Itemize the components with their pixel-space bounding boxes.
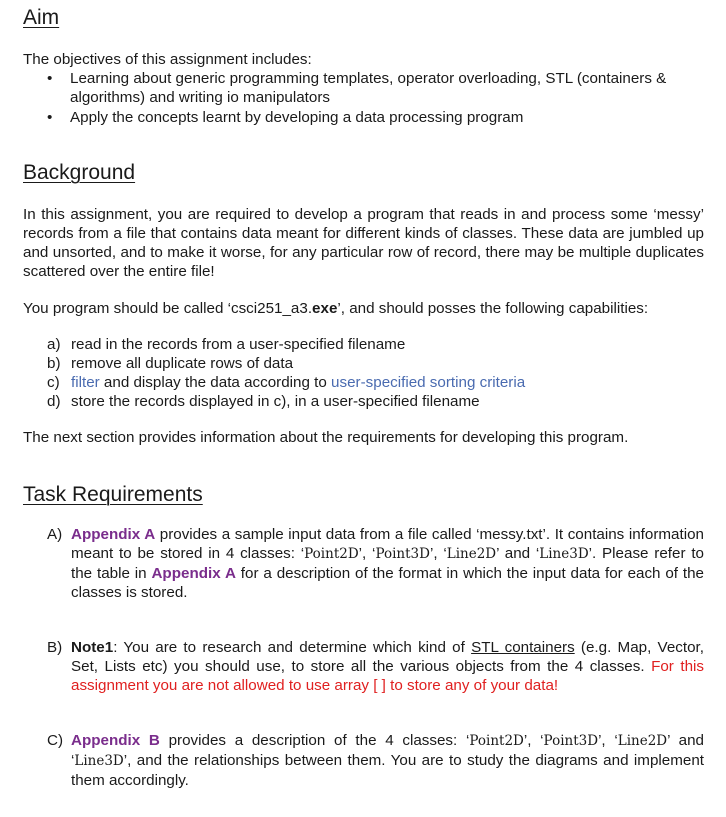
bullet-icon: • — [47, 109, 53, 126]
appendix-a-link[interactable]: Appendix A — [151, 565, 236, 582]
background-para1: In this assignment, you are required to develop a program that reads in and process some ‘messy’ records from a file that contains data meant for different kinds of classes. These data are jumbled up and unsorted, and to make it worse, for any particular row of record, there may be multiple duplicates scattered over the entire file! — [23, 206, 704, 280]
task-b: B) Note1: You are to research and determine which kind of STL containers (e.g. Map, Vector, Set, Lists etc) you should use, to store all the various objects from the 4 classes. For this assignment you are not allowed to use array [ ] to store any of your data! — [47, 639, 704, 694]
capabilities-list — [47, 335, 704, 411]
aim-bullet: • Learning about generic programming templates, operator overloading, STL (containers & algorithms) and writing io manipulators — [47, 70, 667, 106]
list-item: b) remove all duplicate rows of data — [47, 355, 294, 372]
bullet-icon: • — [47, 70, 53, 87]
aim-heading: Aim — [23, 6, 60, 29]
background-heading: Background — [23, 161, 136, 184]
task-c: C) Appendix B provides a description of the 4 classes: ‘Point2D’, ‘Point3D’, ‘Line2D’ and ‘Line3D’, and the relationships between them. You are to study the diagrams and implement them accordingly. — [47, 732, 705, 789]
sorting-criteria-link[interactable]: user-specified sorting criteria — [331, 374, 526, 391]
array-warning: For this assignment you are not allowed to use array [ ] to store any of your data! — [71, 658, 704, 694]
list-item: c) filter and display the data according to user-specified sorting criteria — [47, 374, 526, 391]
aim-intro: The objectives of this assignment includes: — [23, 51, 312, 68]
background-para2: You program should be called ‘csci251_a3.exe’, and should posses the following capabilities: — [23, 300, 649, 317]
background-para3: The next section provides information about the requirements for developing this program. — [23, 429, 629, 446]
task-requirements-heading: Task Requirements — [23, 483, 203, 506]
stl-containers-text: STL containers — [471, 639, 575, 656]
task-a: A) Appendix A provides a sample input data from a file called ‘messy.txt’. It contains information meant to be stored in 4 classes: ‘Point2D’, ‘Point3D’, ‘Line2D’ and ‘Line3D’. Please refer to the table in Appendix A for a description of the format in which the input data for each of the classes is stored. — [47, 526, 705, 601]
aim-bullet-list — [47, 69, 704, 128]
appendix-b-link[interactable]: Appendix B — [71, 732, 160, 749]
list-item: a) read in the records from a user-specified filename — [47, 336, 406, 353]
filter-link[interactable]: filter — [71, 374, 100, 391]
appendix-a-link[interactable]: Appendix A — [71, 526, 156, 543]
aim-bullet: • Apply the concepts learnt by developing a data processing program — [47, 109, 524, 126]
list-item: d) store the records displayed in c), in a user-specified filename — [47, 393, 480, 410]
